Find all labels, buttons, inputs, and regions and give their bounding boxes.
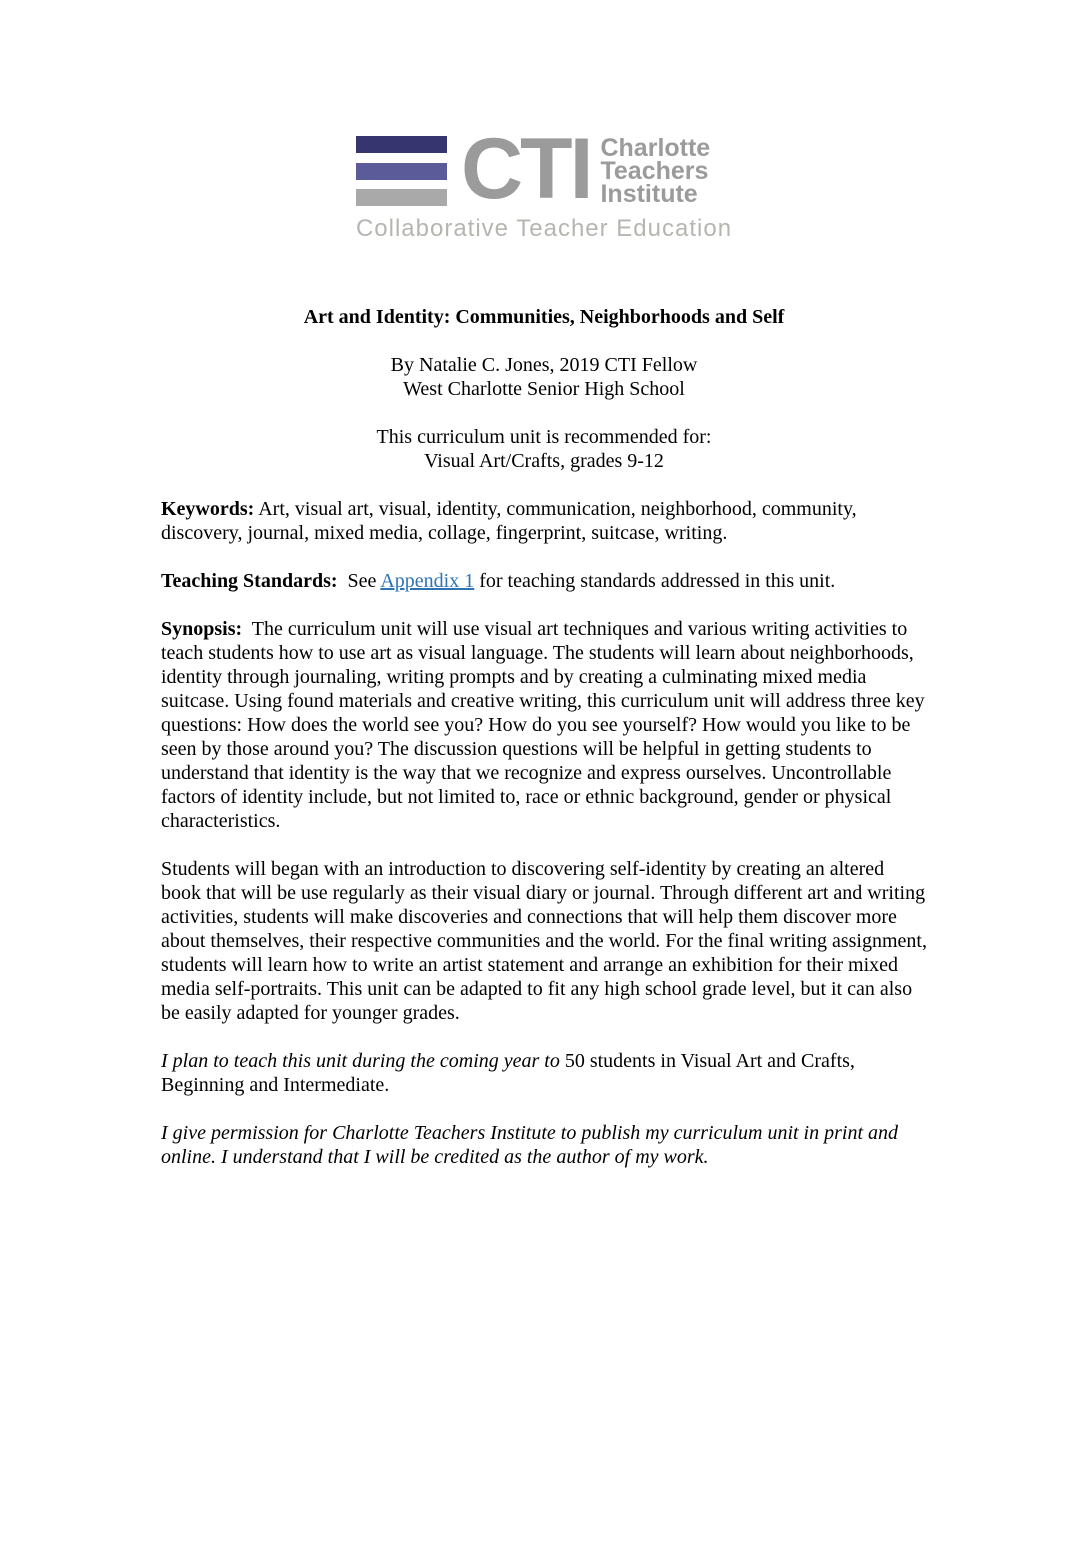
logo-bar-top — [356, 136, 447, 153]
keywords-label: Keywords: — [161, 498, 255, 520]
students-paragraph: Students will began with an introduction to discovering self-identity by creating an altered book that will be use regularly as their visual diary or journal. Through different art and writing activities, students will make discoveries and connections that will help them discover more about themselves, their respective communities and the world. For the final writing assignment, students will learn how to write an artist statement and arrange an exhibition for their mixed media self-portraits. This unit can be adapted to fit any high school grade level, but it can also be easily adapted for younger grades. — [161, 858, 927, 1024]
document-page — [0, 121, 1088, 1544]
logo-acronym: CTI — [460, 121, 591, 217]
author-byline: By Natalie C. Jones, 2019 CTI Fellow — [390, 354, 698, 376]
synopsis-text: The curriculum unit will use visual art techniques and various writing activities to teach students how to use art as visual language. The students will learn about neighborhoods, identity through journaling, writing prompts and by creating a culminating mixed media suitcase. Using found materials and creative writing, this curriculum unit will address three key questions: How does the world see you? How do you see yourself? How would you like to be seen by those around you? The discussion questions will be helpful in getting students to understand that identity is the way that we recognize and express ourselves. Uncontrollable factors of identity include, but not limited to, race or ethnic background, gender or physical characteristics. — [161, 618, 925, 832]
logo-organization-name — [600, 133, 711, 208]
teaching-standards-pre: See — [347, 570, 377, 592]
document-title: Art and Identity: Communities, Neighborhoods and Self — [303, 306, 785, 328]
logo-tagline: Collaborative Teacher Education — [355, 215, 733, 242]
logo-name-line-3: Institute — [600, 179, 698, 208]
cti-logo — [355, 121, 733, 242]
logo-bars-icon — [356, 136, 447, 206]
byline-block — [161, 353, 927, 401]
synopsis-paragraph — [161, 617, 927, 833]
teach-plan-italic: I plan to teach this unit during the coming year to — [161, 1050, 560, 1072]
logo-bar-bottom — [356, 189, 447, 206]
keywords-paragraph — [161, 497, 927, 545]
keywords-text: Art, visual art, visual, identity, communication, neighborhood, community, discovery, journal, mixed media, collage, fingerprint, suitcase, writing. — [161, 498, 857, 544]
logo-name-line-1: Charlotte — [600, 133, 711, 162]
teaching-standards-label: Teaching Standards: — [161, 570, 338, 592]
teach-plan-regular: 50 students in Visual Art and Crafts, Beginning and Intermediate. — [161, 1050, 855, 1096]
teaching-standards-paragraph — [161, 569, 927, 593]
teaching-standards-post: for teaching standards addressed in this unit. — [479, 570, 836, 592]
synopsis-label: Synopsis: — [161, 618, 243, 640]
teach-plan-paragraph — [161, 1049, 927, 1097]
recommendation-block — [161, 425, 927, 473]
author-school: West Charlotte Senior High School — [403, 378, 685, 400]
logo-name-line-2: Teachers — [600, 156, 709, 185]
recommendation-subjects: Visual Art/Crafts, grades 9-12 — [424, 450, 664, 472]
permission-paragraph — [161, 1121, 927, 1169]
appendix-1-link[interactable]: Appendix 1 — [380, 570, 475, 592]
logo-bar-middle — [356, 163, 447, 180]
cti-logo-top — [356, 121, 732, 217]
permission-text: I give permission for Charlotte Teachers Institute to publish my curriculum unit in print and online. I understand that I will be credited as the author of my work. — [161, 1122, 899, 1168]
recommendation-intro: This curriculum unit is recommended for: — [376, 426, 712, 448]
